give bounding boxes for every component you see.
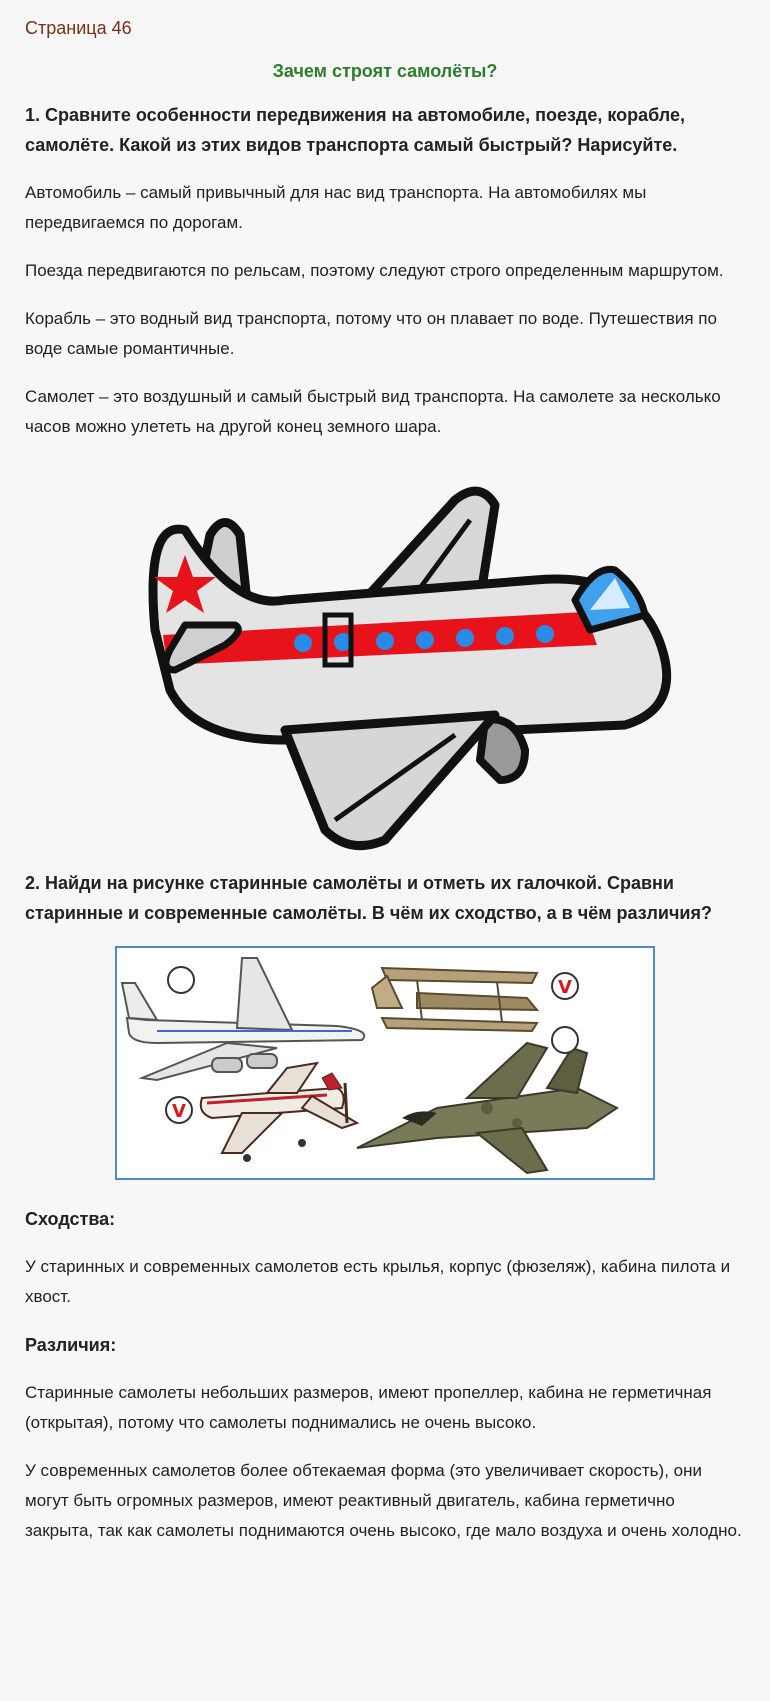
page-number-label: Страница 46 <box>25 18 132 38</box>
planes-comparison-figure <box>25 946 745 1180</box>
answer-ship: Корабль – это водный вид транспорта, потому что он плавает по воде. Путешествия по воде самые романтичные. <box>25 309 717 358</box>
planes-picture-frame <box>115 946 655 1180</box>
answer-circle-airliner <box>168 967 194 993</box>
answer-car: Автомобиль – самый привычный для нас вид транспорта. На автомобилях мы передвигаемся по дорогам. <box>25 183 647 232</box>
old-propeller-plane-image <box>201 1063 357 1162</box>
question-1: 1. Сравните особенности передвижения на автомобиле, поезде, корабле, самолёте. Какой из этих видов транспорта самый быстрый? Нарисуйте. <box>25 105 685 155</box>
modern-fighter-jet-image <box>357 1043 617 1173</box>
page-title: Зачем строят самолёты? <box>272 61 498 81</box>
planes-picture <box>117 948 653 1178</box>
page-content <box>25 18 745 1564</box>
differences-modern: У современных самолетов более обтекаемая форма (это увеличивает скорость), они могут быть огромных размеров, имеют реактивный двигатель, кабина герметично закрыта, так как самолеты поднимаются очень высоко, где мало воздуха и очень холодно. <box>25 1461 742 1540</box>
old-biplane-image <box>372 968 537 1031</box>
answer-train: Поезда передвигаются по рельсам, поэтому следуют строго определенным маршрутом. <box>25 261 724 280</box>
question-2: 2. Найди на рисунке старинные самолёты и отметь их галочкой. Сравни старинные и современные самолёты. В чём их сходство, а в чём различия? <box>25 873 712 923</box>
similarities-text: У старинных и современных самолетов есть крылья, корпус (фюзеляж), кабина пилота и хвост. <box>25 1257 731 1306</box>
check-mark-biplane: V <box>558 977 572 998</box>
cartoon-airplane-image <box>85 460 685 860</box>
check-mark-propeller: V <box>172 1101 186 1122</box>
differences-heading: Различия: <box>25 1335 117 1355</box>
differences-old: Старинные самолеты небольших размеров, имеют пропеллер, кабина не герметичная (открытая), потому что самолеты поднимались не очень высоко. <box>25 1383 712 1432</box>
answer-circle-jet <box>552 1027 578 1053</box>
similarities-heading: Сходства: <box>25 1209 116 1229</box>
modern-airliner-image <box>122 958 364 1080</box>
airplane-illustration <box>25 460 745 860</box>
answer-plane: Самолет – это воздушный и самый быстрый вид транспорта. На самолете за несколько часов можно улететь на другой конец земного шара. <box>25 387 721 436</box>
